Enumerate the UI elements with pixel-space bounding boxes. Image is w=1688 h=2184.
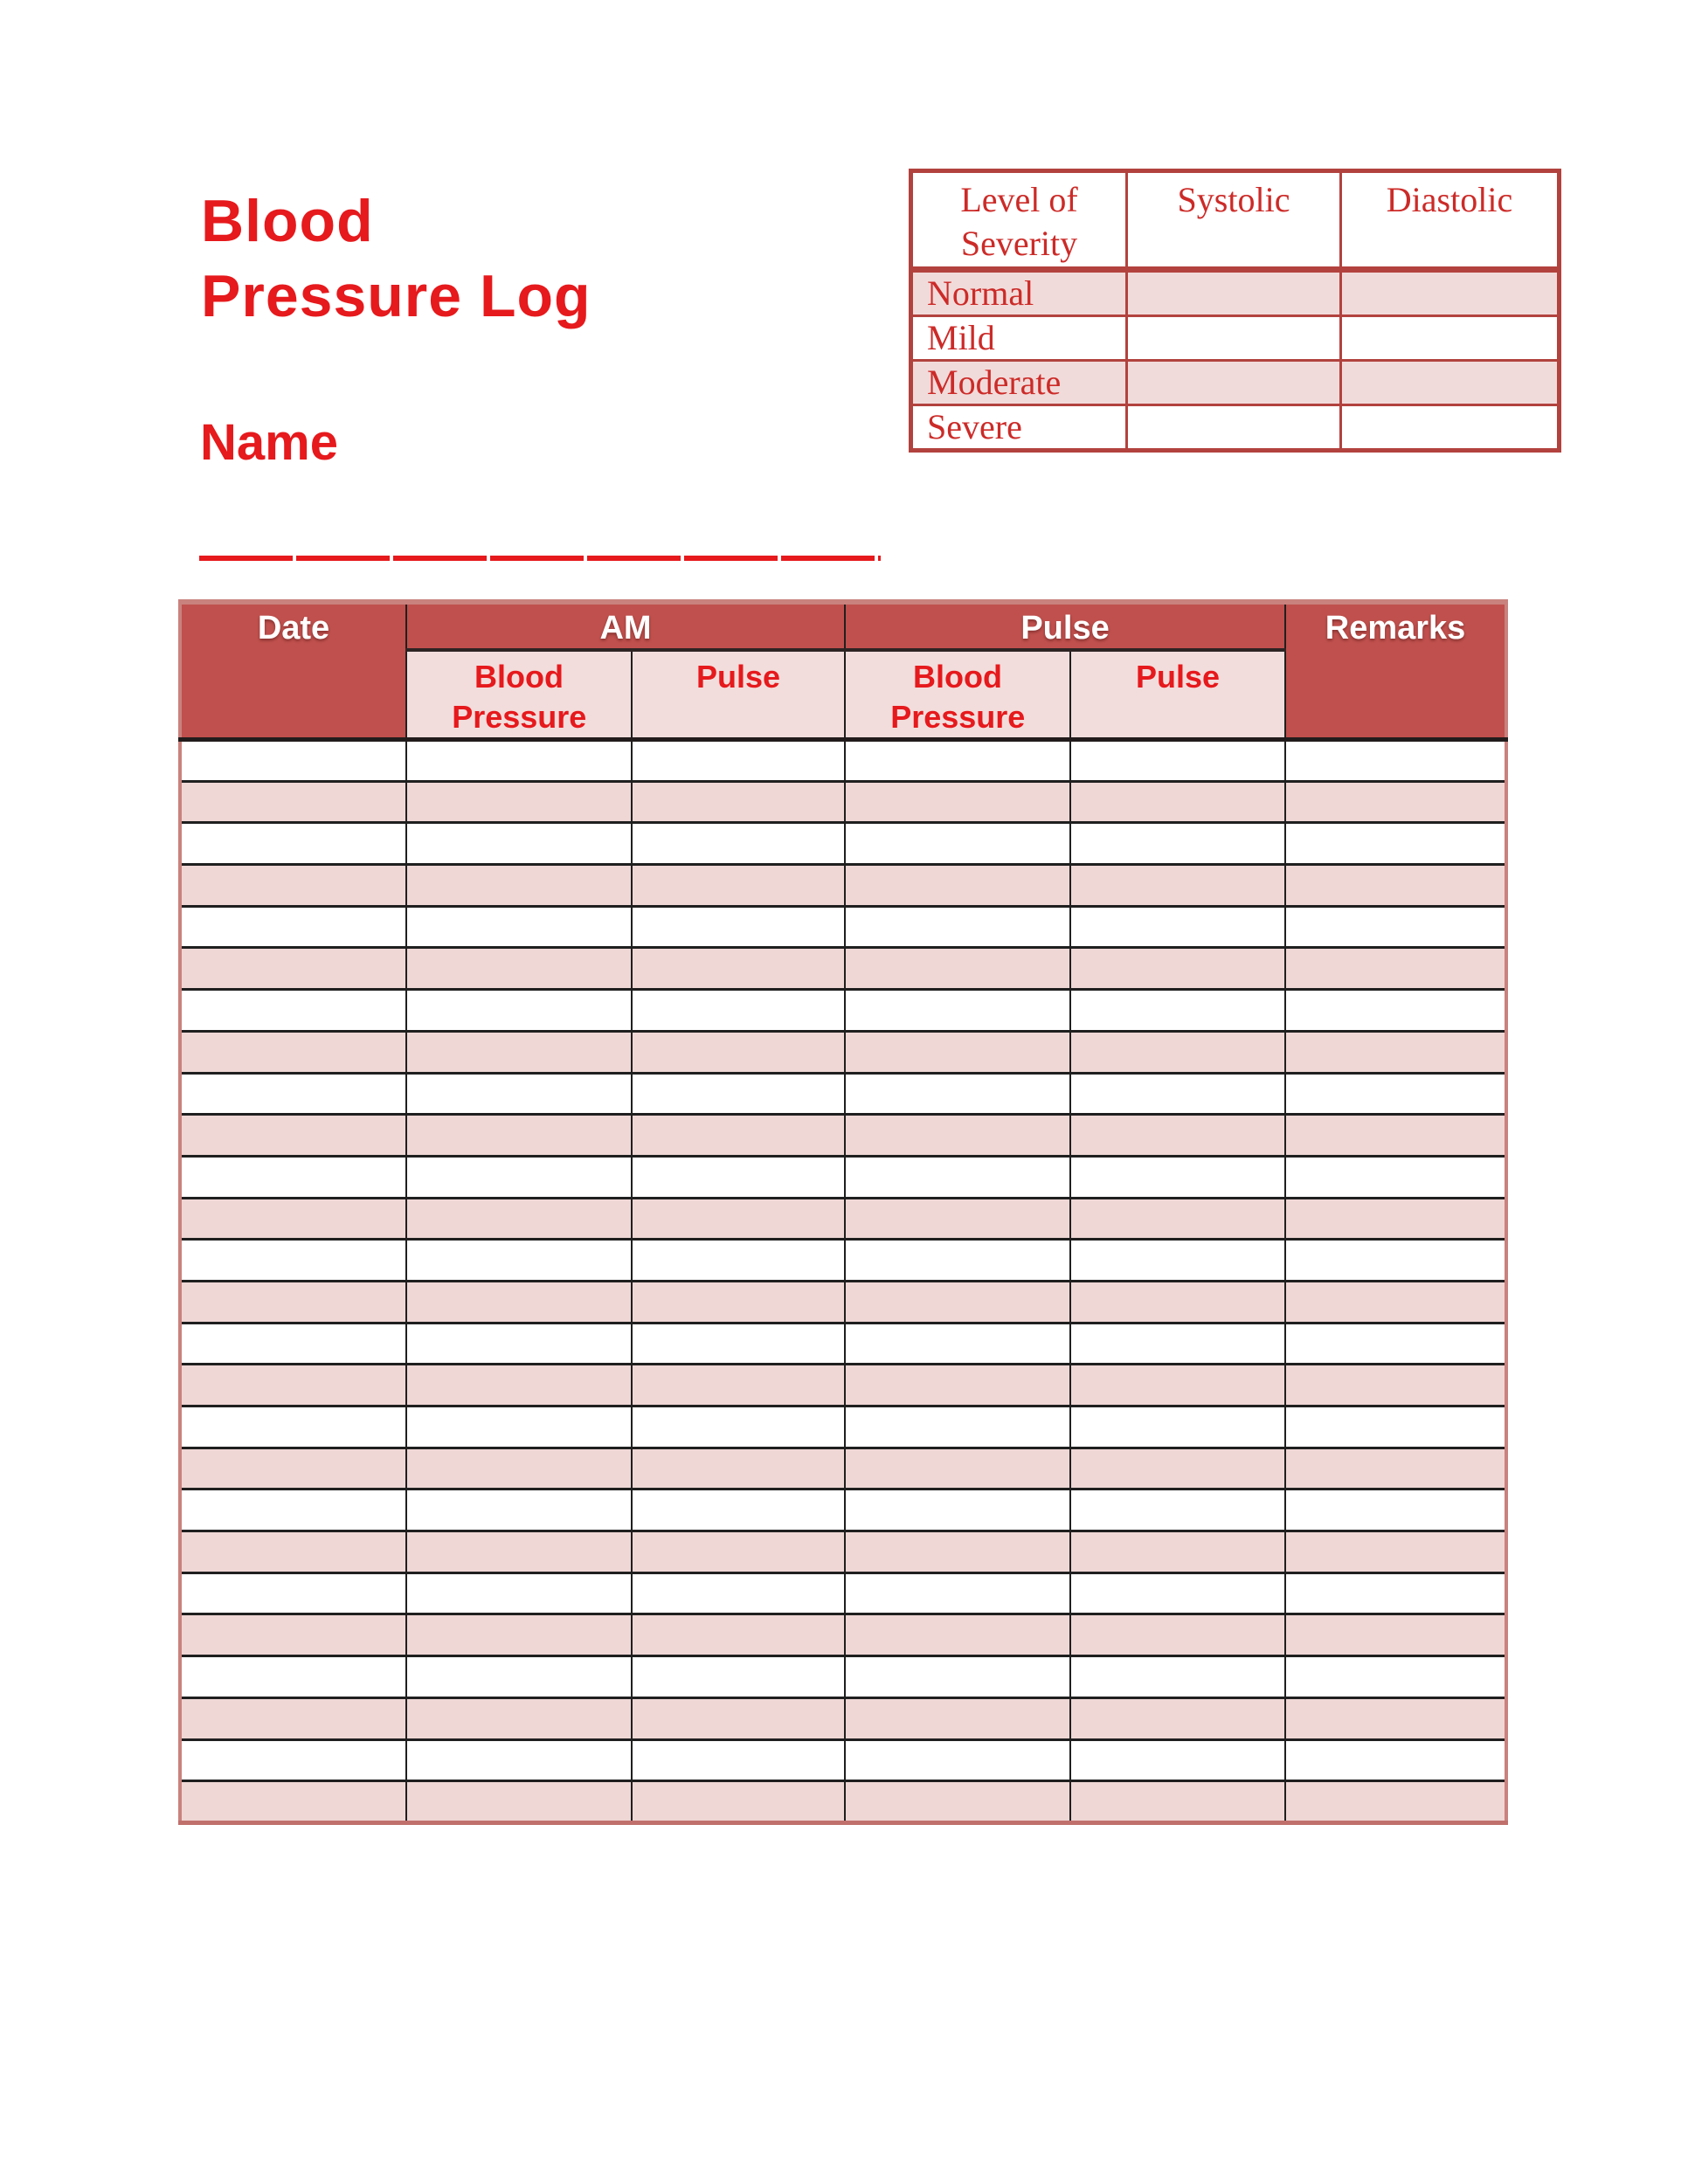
log-cell[interactable] [180,948,406,990]
log-cell[interactable] [406,823,632,865]
log-cell[interactable] [180,906,406,948]
log-cell[interactable] [845,1739,1070,1781]
log-cell[interactable] [1285,823,1506,865]
log-cell[interactable] [180,1406,406,1448]
log-cell[interactable] [632,823,845,865]
log-cell[interactable] [845,740,1070,782]
log-cell[interactable] [1285,1448,1506,1489]
log-cell[interactable] [1285,740,1506,782]
log-cell[interactable] [406,1739,632,1781]
log-row [180,740,1506,782]
log-cell[interactable] [632,1365,845,1406]
log-cell[interactable] [632,1448,845,1489]
log-cell[interactable] [845,1406,1070,1448]
severity-level-label: Mild [911,316,1127,361]
log-cell[interactable] [632,1073,845,1115]
log-cell[interactable] [1070,865,1285,907]
log-row [180,948,1506,990]
log-cell[interactable] [1070,781,1285,823]
log-cell[interactable] [632,865,845,907]
severity-systolic-cell[interactable] [1127,405,1341,451]
log-cell[interactable] [1285,1365,1506,1406]
log-cell[interactable] [1070,740,1285,782]
log-row [180,1448,1506,1489]
log-cell[interactable] [180,865,406,907]
severity-reference-table [909,169,1561,453]
log-cell[interactable] [1285,1156,1506,1198]
log-cell[interactable] [406,1323,632,1365]
page-title [201,183,591,334]
name-label: Name [200,414,338,471]
log-cell[interactable] [632,1531,845,1573]
log-cell[interactable] [1070,1073,1285,1115]
log-group-header-row [180,602,1506,650]
log-cell[interactable] [406,1697,632,1739]
log-cell[interactable] [1070,1115,1285,1157]
log-cell[interactable] [1070,1281,1285,1323]
log-row [180,1531,1506,1573]
log-row [180,1697,1506,1739]
log-cell[interactable] [632,1614,845,1656]
log-row [180,990,1506,1032]
log-cell[interactable] [1070,1406,1285,1448]
log-col-header-remarks: Remarks [1285,602,1506,740]
log-row [180,1281,1506,1323]
log-cell[interactable] [632,1406,845,1448]
severity-col-header-systolic: Systolic [1127,171,1341,270]
log-cell[interactable] [845,990,1070,1032]
log-cell[interactable] [180,1073,406,1115]
log-cell[interactable] [632,990,845,1032]
log-cell[interactable] [180,1489,406,1531]
log-cell[interactable] [180,1614,406,1656]
log-cell[interactable] [632,1489,845,1531]
log-cell[interactable] [1070,1781,1285,1823]
log-col-header-pm-blood-pressure [845,650,1070,740]
log-cell[interactable] [632,906,845,948]
page-title-line1: Blood [201,188,374,254]
log-cell[interactable] [180,740,406,782]
log-cell[interactable] [180,1156,406,1198]
log-cell[interactable] [406,1115,632,1157]
log-row [180,1240,1506,1282]
log-cell[interactable] [1285,1281,1506,1323]
log-cell[interactable] [632,1656,845,1698]
log-cell[interactable] [180,1031,406,1073]
blood-pressure-log-table [178,599,1508,1825]
log-cell[interactable] [632,1031,845,1073]
log-cell[interactable] [406,1073,632,1115]
log-cell[interactable] [406,1614,632,1656]
log-cell[interactable] [1285,1781,1506,1823]
log-cell[interactable] [406,865,632,907]
log-row [180,1156,1506,1198]
am-blood-pressure-label: Blood Pressure [452,659,587,735]
log-cell[interactable] [1070,1614,1285,1656]
log-cell[interactable] [180,823,406,865]
severity-diastolic-cell[interactable] [1341,316,1560,361]
log-cell[interactable] [180,1323,406,1365]
log-cell[interactable] [845,1697,1070,1739]
log-cell[interactable] [180,1365,406,1406]
log-cell[interactable] [845,948,1070,990]
log-cell[interactable] [845,1281,1070,1323]
log-cell[interactable] [1285,1240,1506,1282]
log-cell[interactable] [632,740,845,782]
log-cell[interactable] [180,781,406,823]
log-cell[interactable] [632,1281,845,1323]
log-cell[interactable] [632,1697,845,1739]
log-cell[interactable] [1070,1572,1285,1614]
log-cell[interactable] [1285,1115,1506,1157]
log-cell[interactable] [1285,1739,1506,1781]
log-cell[interactable] [845,1572,1070,1614]
log-cell[interactable] [845,1323,1070,1365]
severity-diastolic-cell[interactable] [1341,405,1560,451]
log-cell[interactable] [1070,1323,1285,1365]
log-row [180,1323,1506,1365]
log-cell[interactable] [632,1781,845,1823]
page-title-line2: Pressure Log [201,263,591,329]
log-cell[interactable] [180,1448,406,1489]
log-cell[interactable] [1285,1489,1506,1531]
log-cell[interactable] [1070,1739,1285,1781]
log-cell[interactable] [406,1489,632,1531]
severity-systolic-cell[interactable] [1127,361,1341,405]
log-col-header-date: Date [180,602,406,740]
severity-col-header-diastolic: Diastolic [1341,171,1560,270]
log-cell[interactable] [845,1115,1070,1157]
log-cell[interactable] [845,1531,1070,1573]
log-row [180,781,1506,823]
log-group-header-am: AM [406,602,845,650]
log-cell[interactable] [1070,906,1285,948]
log-cell[interactable] [1285,1572,1506,1614]
log-cell[interactable] [1070,1697,1285,1739]
severity-diastolic-cell[interactable] [1341,361,1560,405]
log-cell[interactable] [406,948,632,990]
severity-level-label: Moderate [911,361,1127,405]
log-cell[interactable] [1070,1031,1285,1073]
log-cell[interactable] [1285,906,1506,948]
log-cell[interactable] [180,1781,406,1823]
log-cell[interactable] [1070,1365,1285,1406]
pm-blood-pressure-label: Blood Pressure [890,659,1026,735]
log-cell[interactable] [1070,1656,1285,1698]
log-cell[interactable] [406,781,632,823]
log-cell[interactable] [406,1281,632,1323]
log-cell[interactable] [632,1198,845,1240]
log-row [180,1115,1506,1157]
log-cell[interactable] [406,1198,632,1240]
log-cell[interactable] [406,740,632,782]
log-cell[interactable] [406,1531,632,1573]
log-cell[interactable] [1285,948,1506,990]
log-cell[interactable] [406,1781,632,1823]
log-cell[interactable] [1285,781,1506,823]
log-cell[interactable] [632,1115,845,1157]
log-group-header-pm: Pulse [845,602,1285,650]
log-row [180,1614,1506,1656]
log-cell[interactable] [1285,1073,1506,1115]
log-cell[interactable] [180,1281,406,1323]
log-row [180,1781,1506,1823]
log-cell[interactable] [180,1531,406,1573]
severity-diastolic-cell[interactable] [1341,270,1560,316]
log-cell[interactable] [1285,990,1506,1032]
log-cell[interactable] [632,1240,845,1282]
log-cell[interactable] [180,1240,406,1282]
log-cell[interactable] [1070,1531,1285,1573]
log-cell[interactable] [845,1240,1070,1282]
log-cell[interactable] [406,1656,632,1698]
severity-level-label: Severe [911,405,1127,451]
log-row [180,1739,1506,1781]
log-cell[interactable] [1070,1240,1285,1282]
log-cell[interactable] [1070,1448,1285,1489]
log-cell[interactable] [406,1448,632,1489]
log-cell[interactable] [180,1739,406,1781]
log-cell[interactable] [1285,865,1506,907]
log-row [180,1489,1506,1531]
severity-systolic-cell[interactable] [1127,316,1341,361]
log-cell[interactable] [845,1781,1070,1823]
severity-row-mild [911,316,1560,361]
log-cell[interactable] [845,1031,1070,1073]
severity-level-label: Normal [911,270,1127,316]
log-row [180,1198,1506,1240]
log-cell[interactable] [1070,823,1285,865]
log-cell[interactable] [406,906,632,948]
log-cell[interactable] [845,1073,1070,1115]
log-cell[interactable] [1285,1614,1506,1656]
log-cell[interactable] [845,1448,1070,1489]
log-row [180,1073,1506,1115]
log-cell[interactable] [406,990,632,1032]
log-cell[interactable] [845,1656,1070,1698]
log-cell[interactable] [1070,1198,1285,1240]
log-cell[interactable] [406,1156,632,1198]
log-cell[interactable] [406,1365,632,1406]
log-cell[interactable] [845,1489,1070,1531]
log-cell[interactable] [406,1406,632,1448]
log-table-body [180,740,1506,1823]
severity-header-row [911,171,1560,270]
log-cell[interactable] [632,948,845,990]
log-row [180,1406,1506,1448]
log-cell[interactable] [845,1614,1070,1656]
log-cell[interactable] [632,1323,845,1365]
log-cell[interactable] [180,1697,406,1739]
log-cell[interactable] [632,1156,845,1198]
log-cell[interactable] [1285,1697,1506,1739]
log-cell[interactable] [406,1240,632,1282]
log-cell[interactable] [845,1198,1070,1240]
severity-row-severe [911,405,1560,451]
log-cell[interactable] [1070,1489,1285,1531]
log-col-header-am-blood-pressure [406,650,632,740]
log-row [180,1365,1506,1406]
log-cell[interactable] [406,1572,632,1614]
severity-systolic-cell[interactable] [1127,270,1341,316]
log-row [180,906,1506,948]
log-row [180,1031,1506,1073]
log-cell[interactable] [180,1572,406,1614]
log-cell[interactable] [180,990,406,1032]
name-fill-in-line[interactable] [199,556,881,561]
log-cell[interactable] [1285,1031,1506,1073]
log-cell[interactable] [180,1115,406,1157]
log-row [180,1656,1506,1698]
log-cell[interactable] [632,1572,845,1614]
log-cell[interactable] [1285,1406,1506,1448]
log-cell[interactable] [1070,990,1285,1032]
log-cell[interactable] [406,1031,632,1073]
log-cell[interactable] [1070,1156,1285,1198]
log-cell[interactable] [180,1656,406,1698]
severity-row-normal [911,270,1560,316]
log-row [180,865,1506,907]
log-col-header-pm-pulse: Pulse [1070,650,1285,740]
log-cell[interactable] [845,906,1070,948]
log-row [180,823,1506,865]
log-cell[interactable] [845,823,1070,865]
log-cell[interactable] [845,865,1070,907]
severity-col-header-level: Level of Severity [911,171,1127,270]
log-cell[interactable] [1285,1198,1506,1240]
log-cell[interactable] [632,1739,845,1781]
log-cell[interactable] [1285,1531,1506,1573]
log-cell[interactable] [845,1365,1070,1406]
log-cell[interactable] [1285,1656,1506,1698]
severity-row-moderate [911,361,1560,405]
log-cell[interactable] [1070,948,1285,990]
log-cell[interactable] [845,1156,1070,1198]
log-col-header-am-pulse: Pulse [632,650,845,740]
log-cell[interactable] [180,1198,406,1240]
log-cell[interactable] [1285,1323,1506,1365]
log-cell[interactable] [845,781,1070,823]
log-cell[interactable] [632,781,845,823]
log-row [180,1572,1506,1614]
